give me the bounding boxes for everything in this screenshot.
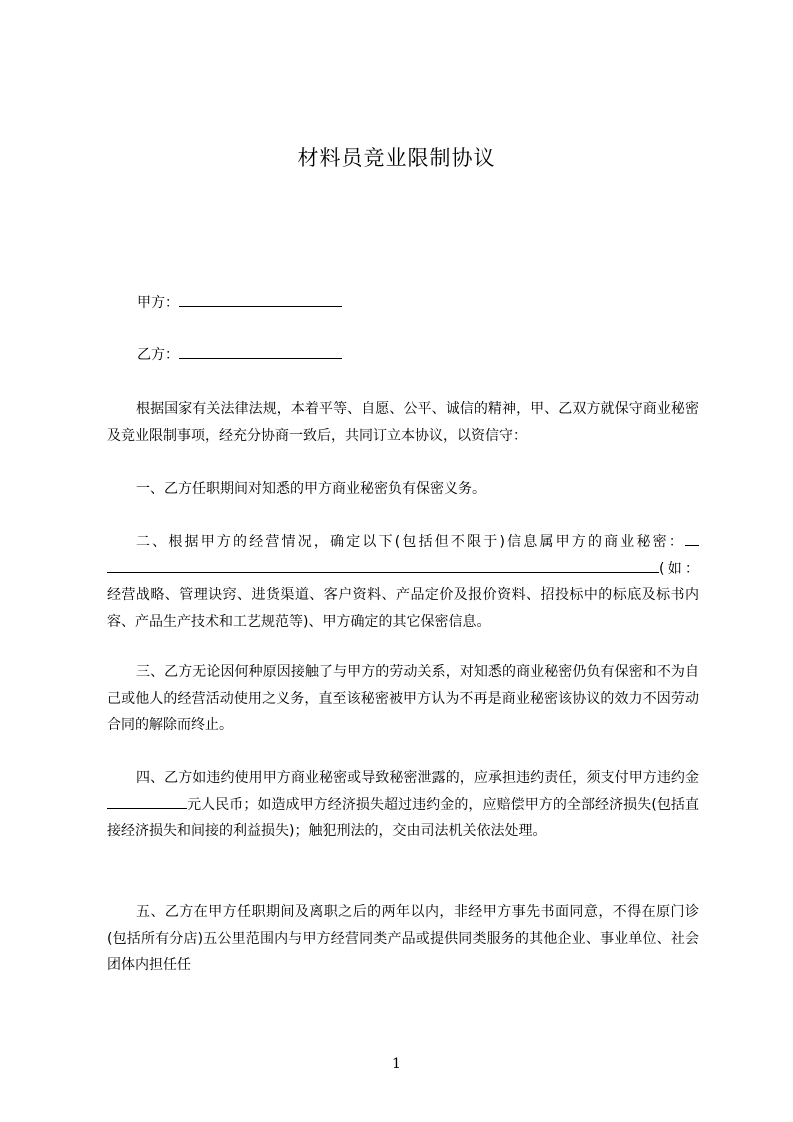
party-b-line [137, 343, 342, 365]
page-number: 1 [392, 1056, 401, 1072]
clause-4-paragraph [107, 765, 699, 845]
clause-5-paragraph: 五、乙方在甲方任职期间及离职之后的两年以内，非经甲方事先书面同意，不得在原门诊(包括所有分店)五公里范围内与甲方经营同类产品或提供同类服务的其他企业、事业单位、社会团体内担任任 [107, 904, 699, 973]
clause-2-blank-start [685, 530, 699, 546]
party-a-line [137, 291, 342, 313]
document-title: 材料员竞业限制协议 [297, 146, 496, 170]
clause-4-text-before: 四、乙方如违约使用甲方商业秘密或导致秘密泄露的，应承担违约责任，须支付甲方违约金 [136, 770, 699, 786]
party-a-blank [179, 291, 342, 307]
clause-3-paragraph: 三、乙方无论因何种原因接触了与甲方的劳动关系，对知悉的商业秘密仍负有保密和不为自己或他人的经营活动使用之义务，直至该秘密被甲方认为不再是商业秘密该协议的效力不因劳动合同的解除而终止。 [107, 664, 699, 733]
clause-2-text-after: (如：经营战略、管理诀窍、进货渠道、客户资料、产品定价及报价资料、招投标中的标底及标书内容、产品生产技术和工艺规范等)、甲方确定的其它保密信息。 [107, 560, 699, 630]
clause-4-text-after: 元人民币；如造成甲方经济损失超过违约金的，应赔偿甲方的全部经济损失(包括直接经济损失和间接的利益损失)；触犯刑法的，交由司法机关依法处理。 [107, 796, 699, 839]
intro-paragraph: 根据国家有关法律法规，本着平等、自愿、公平、诚信的精神，甲、乙双方就保守商业秘密及竞业限制事项，经充分协商一致后，共同订立本协议，以资信守： [107, 401, 699, 444]
clause-2-blank [107, 557, 659, 573]
party-b-blank [179, 343, 342, 359]
clause-4-penalty-blank [107, 793, 187, 809]
party-b-label: 乙方： [137, 347, 179, 363]
clause-1-paragraph: 一、乙方任职期间对知悉的甲方商业秘密负有保密义务。 [136, 481, 486, 497]
clause-2-text-before: 二、根据甲方的经营情况，确定以下(包括但不限于)信息属甲方的商业秘密： [136, 534, 685, 550]
party-a-label: 甲方： [137, 295, 179, 311]
clause-2-paragraph [107, 529, 699, 635]
